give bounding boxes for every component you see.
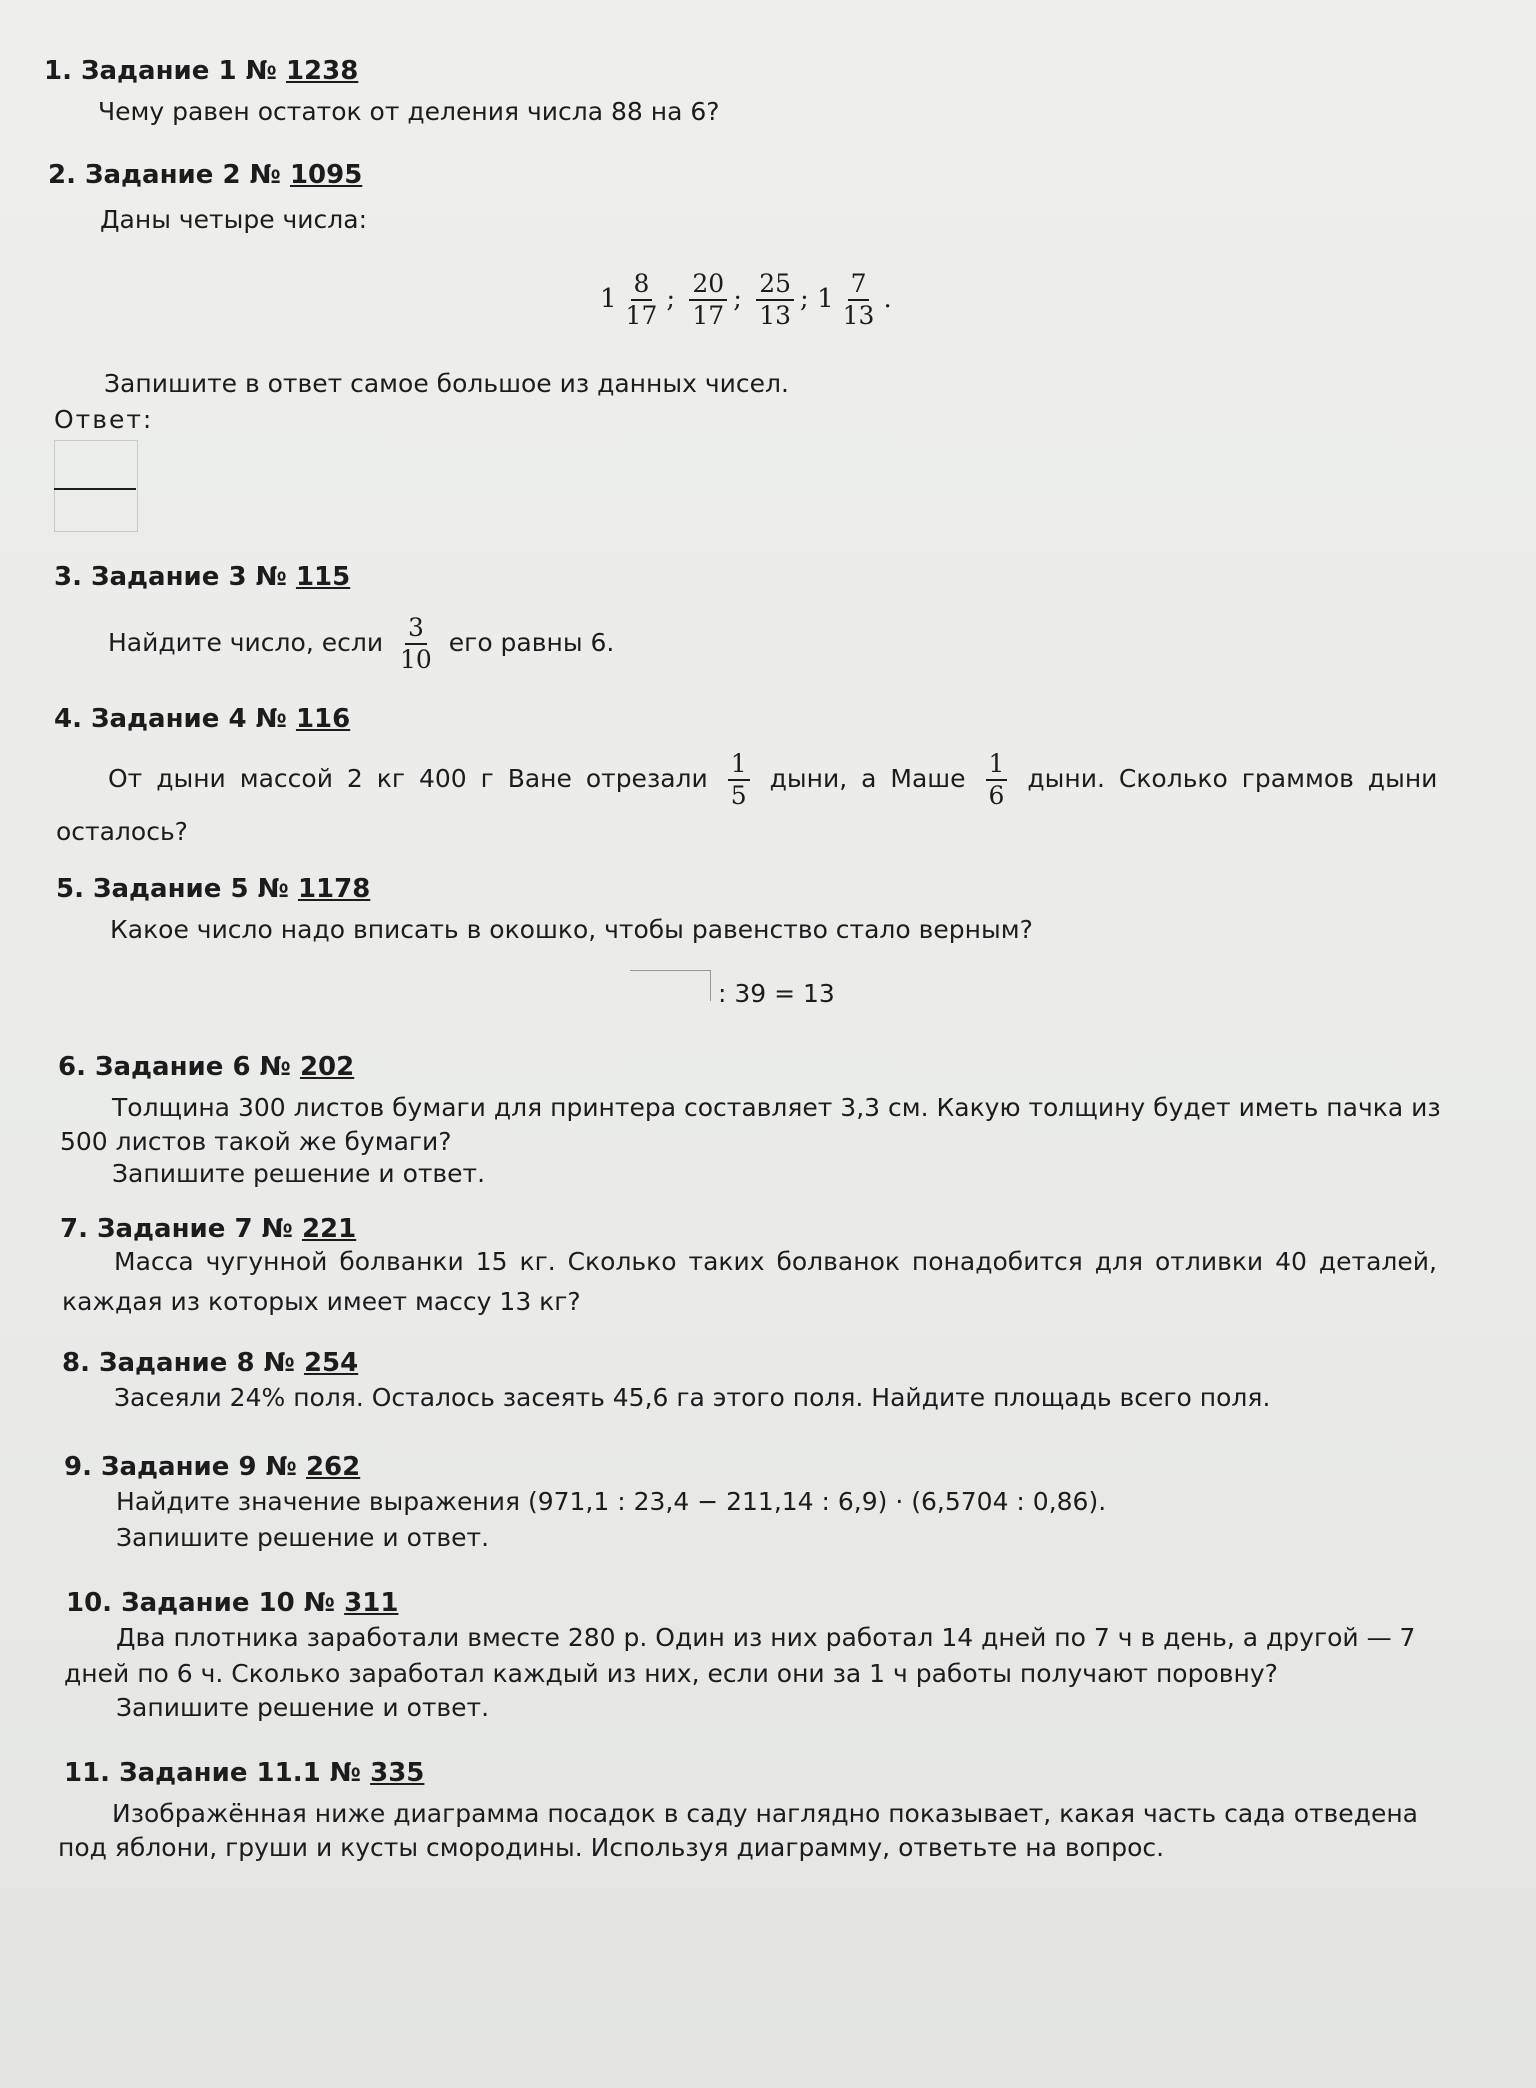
task-10-line1: Два плотника заработали вместе 280 р. Один из них работал 14 дней по 7 ч в день, а другой — 7 [116,1623,1416,1652]
task-1-number: 1238 [285,56,359,86]
task-2-text: Даны четыре числа: [100,205,368,234]
task-4-number: 116 [295,704,351,734]
task-11-line1: Изображённая ниже диаграмма посадок в саду наглядно показывает, какая часть сада отведена [112,1799,1419,1828]
answer-line [54,488,136,490]
task-7-header: 7. Задание 7 № 221 [60,1214,357,1244]
task-8-header: 8. Задание 8 № 254 [62,1348,359,1378]
task-6-line1: Толщина 300 листов бумаги для принтера составляет 3,3 см. Какую толщину будет иметь пачка из [112,1093,1441,1122]
task-4-text-cont: осталось? [56,817,188,846]
task-7-line1: Масса чугунной болванки 15 кг. Сколько таких болванок понадобится для отливки 40 деталей, [114,1247,1437,1276]
task-1-header: 1. Задание 1 № 1238 [44,56,359,86]
task-11-number: 335 [370,1758,425,1788]
task-4-header: 4. Задание 4 № 116 [54,704,351,734]
task-11-line2: под яблони, груши и кусты смородины. Используя диаграмму, ответьте на вопрос. [58,1833,1165,1862]
task-9-number: 262 [305,1452,361,1482]
task-5-text: Какое число надо вписать в окошко, чтобы равенство стало верным? [110,915,1033,944]
task-4-text: От дыни массой 2 кг 400 г Ване отрезали $\frac{1}{5}$ дыни, а Маше $\frac{1}{6}$ дыни. Сколько граммов дыни [108,749,1438,810]
task-5-number: 1178 [297,874,371,904]
task-8-number: 254 [303,1348,359,1378]
answer-box[interactable] [54,440,138,532]
task-6-line3: Запишите решение и ответ. [112,1159,486,1188]
task-10-header: 10. Задание 10 № 311 [66,1588,399,1618]
task-10-number: 311 [344,1588,399,1618]
task-9-header: 9. Задание 9 № 262 [64,1452,361,1482]
task-3-text: Найдите число, если $\frac{3}{10}$ его равны 6. [108,613,615,674]
task-3-header: 3. Задание 3 № 115 [54,562,351,592]
task-7-number: 221 [301,1214,357,1244]
task-10-line3: Запишите решение и ответ. [116,1693,490,1722]
task-3-number: 115 [295,562,351,592]
task-9-line2: Запишите решение и ответ. [116,1523,490,1552]
task-9-line1: Найдите значение выражения (971,1 : 23,4 − 211,14 : 6,9) · (6,5704 : 0,86). [116,1487,1107,1516]
task-2-instruction: Запишите в ответ самое большое из данных чисел. [104,369,789,398]
task-2-number: 1095 [289,160,363,190]
task-8-line1: Засеяли 24% поля. Осталось засеять 45,6 га этого поля. Найдите площадь всего поля. [114,1383,1271,1412]
task-1-text: Чему равен остаток от деления числа 88 на 6? [98,97,720,126]
task-10-line2: дней по 6 ч. Сколько заработал каждый из них, если они за 1 ч работы получают поровну? [64,1659,1278,1688]
task-5-equation: : 39 = 13 [718,979,835,1008]
task-6-line2: 500 листов такой же бумаги? [60,1127,452,1156]
task-6-number: 202 [299,1052,355,1082]
task-2-fractions: 1 $\frac{8}{17}$ ; $\frac{20}{17}$ ; $\frac{25}{13}$ ; 1 $\frac{7}{13}$ . [600,269,892,330]
task-5-header: 5. Задание 5 № 1178 [56,874,371,904]
task-7-line2: каждая из которых имеет массу 13 кг? [62,1287,581,1316]
task-2-header: 2. Задание 2 № 1095 [48,160,363,190]
answer-label: Ответ: [54,405,154,434]
equation-blank-box[interactable] [630,970,711,1001]
task-11-header: 11. Задание 11.1 № 335 [64,1758,425,1788]
task-6-header: 6. Задание 6 № 202 [58,1052,355,1082]
